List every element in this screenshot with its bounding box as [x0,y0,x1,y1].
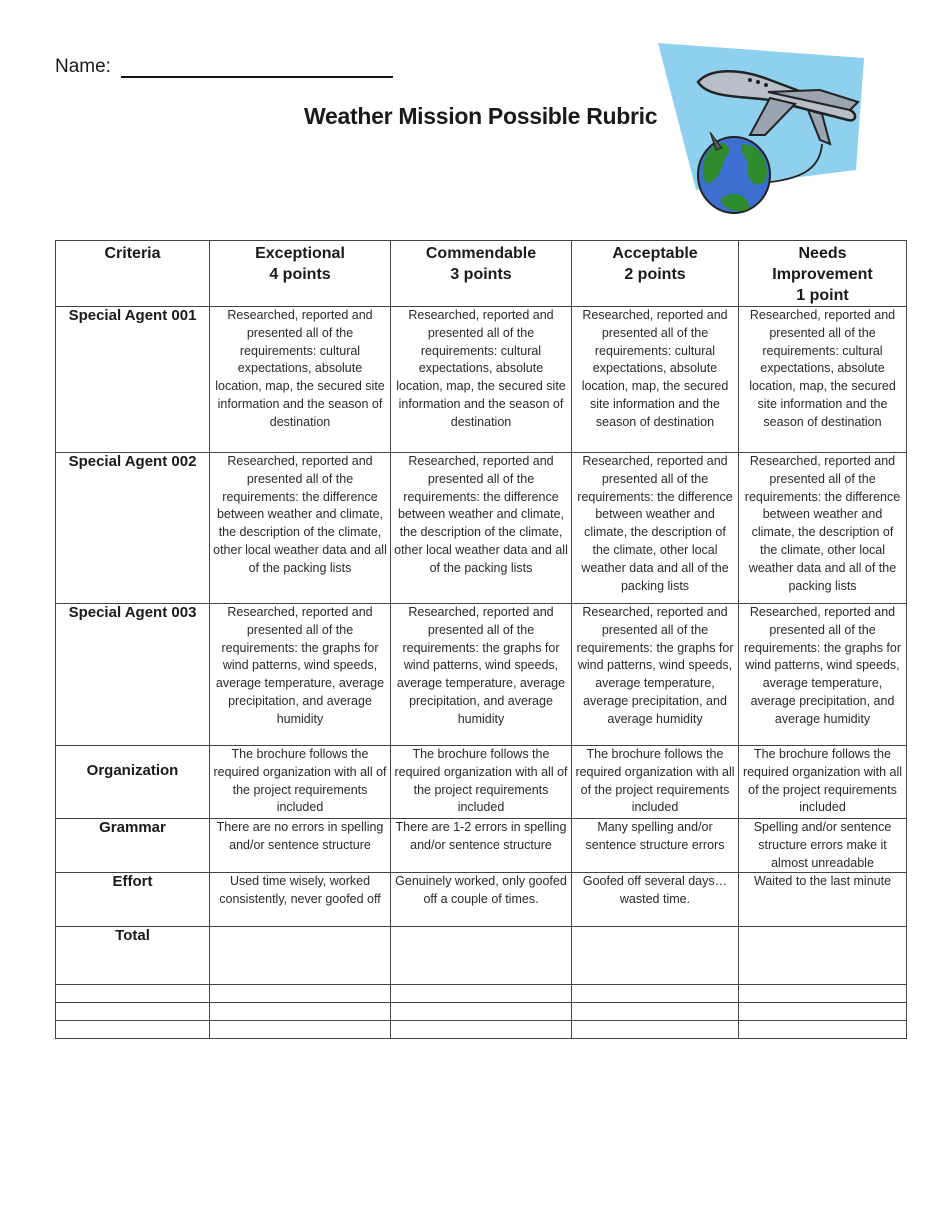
rubric-cell: Researched, reported and presented all of the requirements: cultural expectations, absolute location, map, the secured site information and the season of destination [572,307,739,453]
rubric-cell: Researched, reported and presented all of the requirements: the difference between weather and climate, the description of the climate, other local weather data and all of the packing lists [739,453,907,604]
rubric-cell: Genuinely worked, only goofed off a couple of times. [391,873,572,927]
blank-row [56,1021,907,1039]
rubric-cell: There are no errors in spelling and/or sentence structure [210,819,391,873]
rubric-cell: Waited to the last minute [739,873,907,927]
rubric-cell: Used time wisely, worked consistently, never goofed off [210,873,391,927]
blank-row [56,985,907,1003]
criteria-label: Organization [56,746,210,819]
blank-cell[interactable] [210,1003,391,1021]
total-cell[interactable] [739,927,907,985]
table-row-organization [56,746,907,819]
table-row-agent-003 [56,604,907,746]
name-field [55,56,393,78]
criteria-label: Special Agent 003 [56,604,210,746]
blank-cell[interactable] [210,1021,391,1039]
criteria-label: Special Agent 001 [56,307,210,453]
airplane-globe-icon [650,40,870,215]
table-row-effort [56,873,907,927]
name-blank-line[interactable] [121,56,393,78]
total-cell[interactable] [391,927,572,985]
blank-cell[interactable] [391,1003,572,1021]
header-exceptional: Exceptional 4 points [210,241,391,307]
page-title: Weather Mission Possible Rubric [304,103,658,129]
table-row-agent-002 [56,453,907,604]
blank-cell[interactable] [56,985,210,1003]
name-label: Name: [55,56,111,77]
total-cell[interactable] [210,927,391,985]
blank-cell[interactable] [391,985,572,1003]
rubric-cell: There are 1-2 errors in spelling and/or sentence structure [391,819,572,873]
blank-row [56,1003,907,1021]
rubric-cell: Researched, reported and presented all of the requirements: the difference between weather and climate, the description of the climate, other local weather data and all of the packing lists [391,453,572,604]
rubric-table [55,240,907,1039]
blank-cell[interactable] [739,1021,907,1039]
header-criteria: Criteria [56,241,210,307]
blank-cell[interactable] [572,1003,739,1021]
rubric-cell: Researched, reported and presented all of the requirements: the difference between weather and climate, the description of the climate, other local weather data and all of the packing lists [572,453,739,604]
header-commendable: Commendable 3 points [391,241,572,307]
rubric-cell: The brochure follows the required organization with all of the project requirements included [391,746,572,819]
rubric-cell: Researched, reported and presented all of the requirements: the graphs for wind patterns, wind speeds, average temperature, average precipitation, and average humidity [210,604,391,746]
rubric-cell: Researched, reported and presented all of the requirements: the graphs for wind patterns, wind speeds, average temperature, average precipitation, and average humidity [739,604,907,746]
blank-cell[interactable] [56,1021,210,1039]
blank-cell[interactable] [739,985,907,1003]
rubric-cell: Many spelling and/or sentence structure errors [572,819,739,873]
rubric-cell: Researched, reported and presented all of the requirements: the difference between weather and climate, the description of the climate, other local weather data and all of the packing lists [210,453,391,604]
table-row-agent-001 [56,307,907,453]
blank-cell[interactable] [739,1003,907,1021]
rubric-cell: The brochure follows the required organization with all of the project requirements included [739,746,907,819]
rubric-cell: Researched, reported and presented all of the requirements: the graphs for wind patterns, wind speeds, average temperature, average precipitation, and average humidity [572,604,739,746]
rubric-cell: Researched, reported and presented all of the requirements: the graphs for wind patterns, wind speeds, average temperature, average precipitation, and average humidity [391,604,572,746]
total-label: Total [56,927,210,985]
rubric-cell: Spelling and/or sentence structure errors make it almost unreadable [739,819,907,873]
table-row-grammar [56,819,907,873]
rubric-cell: The brochure follows the required organization with all of the project requirements included [572,746,739,819]
blank-cell[interactable] [572,1021,739,1039]
table-row-total [56,927,907,985]
blank-cell[interactable] [572,985,739,1003]
rubric-cell: Researched, reported and presented all of the requirements: cultural expectations, absolute location, map, the secured site information and the season of destination [391,307,572,453]
blank-cell[interactable] [391,1021,572,1039]
criteria-label: Effort [56,873,210,927]
header-acceptable: Acceptable 2 points [572,241,739,307]
criteria-label: Special Agent 002 [56,453,210,604]
header-row [56,241,907,307]
blank-cell[interactable] [210,985,391,1003]
rubric-cell: Researched, reported and presented all of the requirements: cultural expectations, absolute location, map, the secured site information and the season of destination [739,307,907,453]
header-needs-improvement: Needs Improvement 1 point [739,241,907,307]
criteria-label: Grammar [56,819,210,873]
rubric-cell: Goofed off several days…wasted time. [572,873,739,927]
total-cell[interactable] [572,927,739,985]
rubric-cell: Researched, reported and presented all of the requirements: cultural expectations, absolute location, map, the secured site information and the season of destination [210,307,391,453]
blank-cell[interactable] [56,1003,210,1021]
rubric-cell: The brochure follows the required organization with all of the project requirements included [210,746,391,819]
